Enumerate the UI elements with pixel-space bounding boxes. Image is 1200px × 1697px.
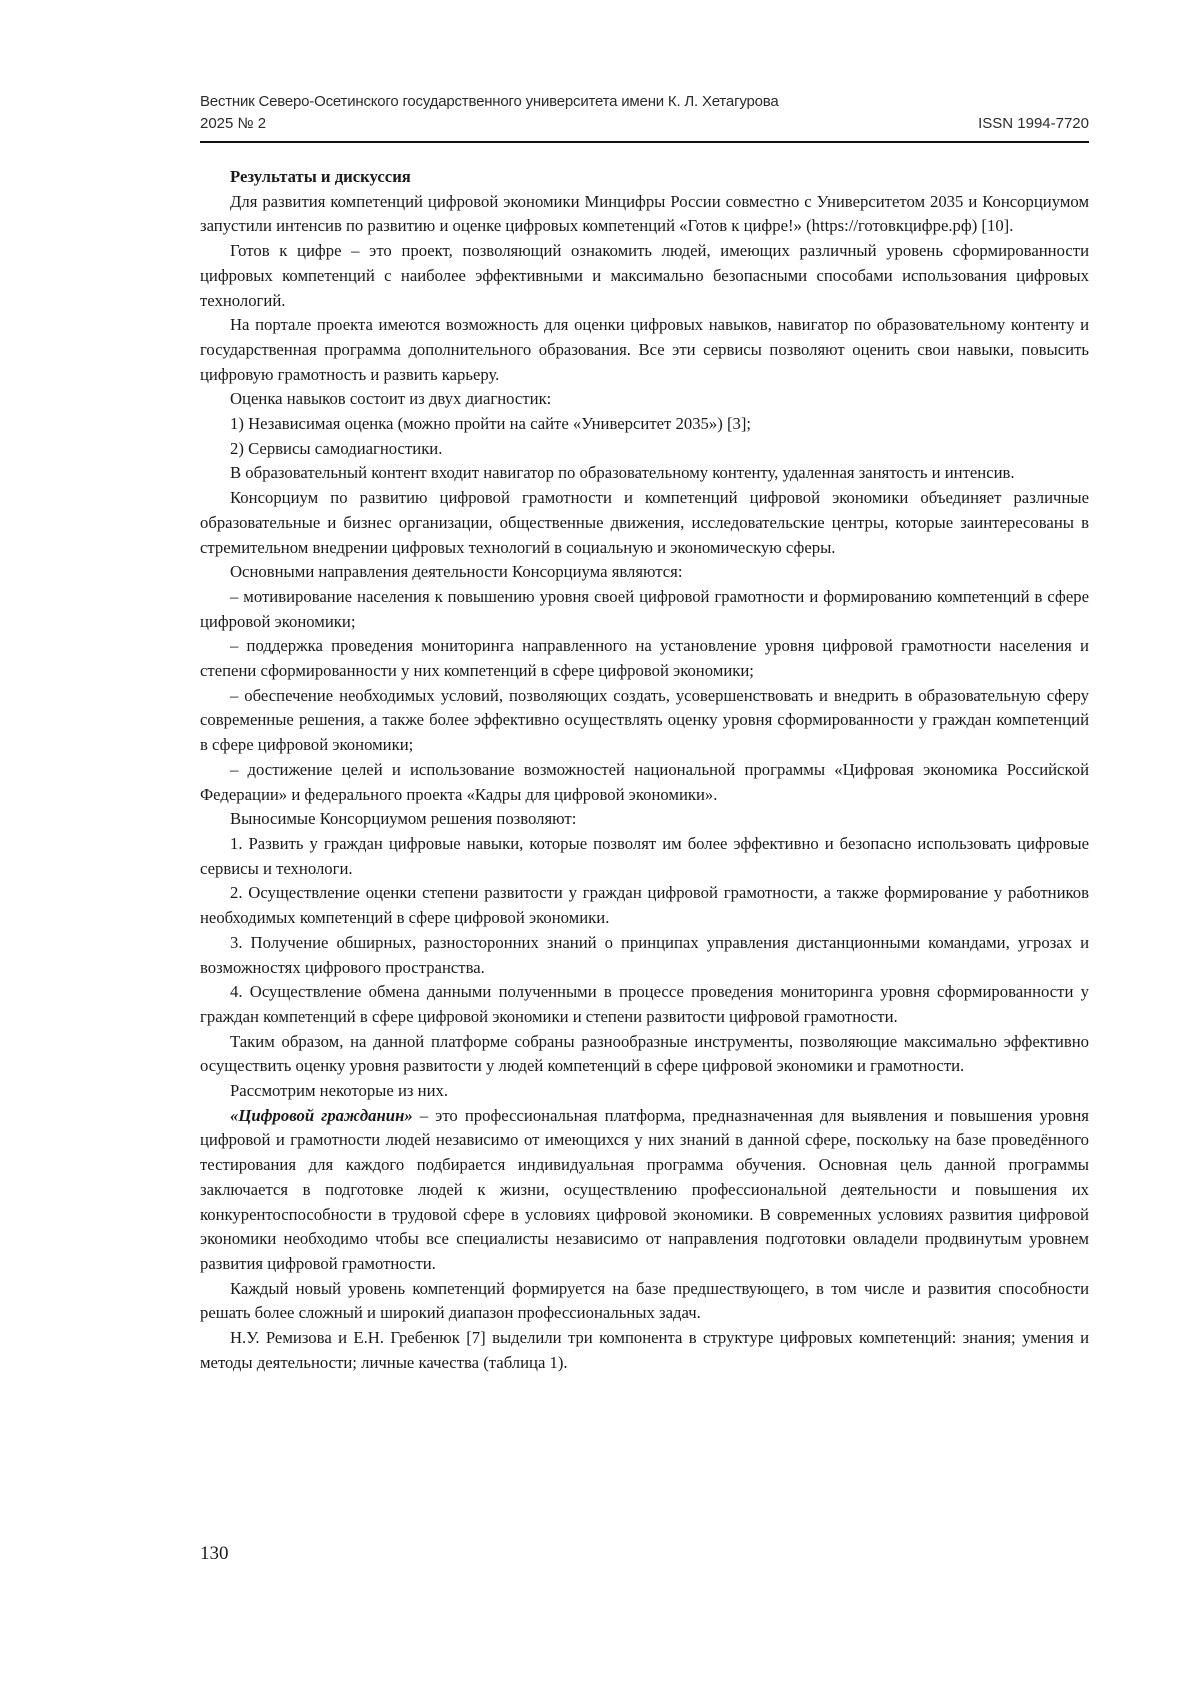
issn: ISSN 1994-7720 xyxy=(978,115,1089,132)
list-item: 2. Осуществление оценки степени развитости у граждан цифровой грамотности, а также формирование у работников необходимых компетенций в сфере цифровой экономики. xyxy=(200,883,1089,928)
article-body xyxy=(200,165,1089,1375)
list-item: – мотивирование населения к повышению уровня своей цифровой грамотности и формированию компетенций в сфере цифровой экономики; xyxy=(200,586,1089,631)
paragraph: Основными направления деятельности Консорциума являются: xyxy=(230,562,683,582)
list-item: 3. Получение обширных, разносторонних знаний о принципах управления дистанционными командами, угрозах и возможностях цифрового пространства. xyxy=(200,932,1089,977)
running-header xyxy=(200,91,1089,135)
paragraph xyxy=(200,1104,1089,1277)
issue-row xyxy=(200,113,1089,135)
paragraph: В образовательный контент входит навигатор по образовательному контенту, удаленная занятость и интенсив. xyxy=(230,463,1015,483)
list-item: 1. Развить у граждан цифровые навыки, которые позволят им более эффективно и безопасно использовать цифровые сервисы и технологи. xyxy=(200,833,1089,878)
paragraph-text: – это профессиональная платформа, предназначенная для выявления и повышения уровня цифровой и грамотности людей независимо от имеющихся у них знаний в данной сфере, поскольку на базе проведённого тестирования для каждого подбирается индивидуальная программа обучения. Основная цель данной программы заключается в подготовке людей к жизни, осуществлению профессиональной деятельности и повышения их конкурентоспособности в трудовой сфере в условиях цифровой экономики. В современных условиях развития цифровой экономики необходимо чтобы все специалисты независимо от направления подготовки овладели продвинутым уровнем развития цифровой грамотности. xyxy=(200,1105,1089,1273)
list-item: – поддержка проведения мониторинга направленного на установление уровня цифровой грамотности населения и степени сформированности у них компетенций в сфере цифровой экономики; xyxy=(200,636,1089,681)
paragraph: Рассмотрим некоторые из них. xyxy=(230,1081,449,1101)
paragraph: Выносимые Консорциумом решения позволяют: xyxy=(230,809,577,829)
paragraph: Н.У. Ремизова и Е.Н. Гребенюк [7] выделили три компонента в структуре цифровых компетенций: знания; умения и методы деятельности; личные качества (таблица 1). xyxy=(200,1328,1089,1372)
list-item: 1) Независимая оценка (можно пройти на сайте «Университет 2035») [3]; xyxy=(230,414,752,434)
journal-title: Вестник Северо-Осетинского государственного университета имени К. Л. Хетагурова xyxy=(200,93,779,110)
list-item: – обеспечение необходимых условий, позволяющих создать, усовершенствовать и внедрить в образовательную сферу современные решения, а также более эффективно осуществлять оценку уровня сформированности у граждан компетенций в сфере цифровой экономики; xyxy=(200,685,1089,755)
paragraph: Консорциум по развитию цифровой грамотности и компетенций цифровой экономики объединяет различные образовательные и бизнес организации, общественные движения, исследовательские центры, которые заинтересованы в стремительном внедрении цифровых технологий в социальную и экономическую сферы. xyxy=(200,488,1089,557)
section-title: Результаты и дискуссия xyxy=(230,167,411,186)
issue-number: 2025 № 2 xyxy=(200,115,267,132)
paragraph: Для развития компетенций цифровой экономики Минцифры России совместно с Университетом 2035 и Консорциумом запустили интенсив по развитию и оценке цифровых компетенций «Готов к цифре!» (https://готовкцифре.рф) [10]. xyxy=(200,191,1089,236)
list-item: – достижение целей и использование возможностей национальной программы «Цифровая экономика Российской Федерации» и федерального проекта «Кадры для цифровой экономики». xyxy=(200,759,1089,804)
paragraph: На портале проекта имеются возможность для оценки цифровых навыков, навигатор по образовательному контенту и государственная программа дополнительного образования. Все эти сервисы позволяют оценить свои навыки, повысить цифровую грамотность и развить карьеру. xyxy=(200,315,1089,384)
paragraph: Каждый новый уровень компетенций формируется на базе предшествующего, в том числе и развития способности решать более сложный и широкий диапазон профессиональных задач. xyxy=(200,1278,1089,1323)
list-item: 2) Сервисы самодиагностики. xyxy=(230,438,443,458)
paragraph: Оценка навыков состоит из двух диагностик: xyxy=(230,389,552,409)
paragraph: Готов к цифре – это проект, позволяющий ознакомить людей, имеющих различный уровень сформированности цифровых компетенций с наиболее эффективными и максимально безопасными способами использования цифровых технологий. xyxy=(200,241,1089,310)
paragraph: Таким образом, на данной платформе собраны разнообразные инструменты, позволяющие максимально эффективно осуществить оценку уровня развитости у людей компетенций в сфере цифровой экономики и грамотности. xyxy=(200,1031,1089,1076)
list-item: 4. Осуществление обмена данными полученными в процессе проведения мониторинга уровня сформированности у граждан компетенций в сфере цифровой экономики и степени развитости цифровой грамотности. xyxy=(200,982,1089,1026)
platform-name: «Цифровой гражданин» xyxy=(230,1105,413,1125)
header-rule xyxy=(200,141,1089,143)
page-number: 130 xyxy=(200,1543,229,1564)
